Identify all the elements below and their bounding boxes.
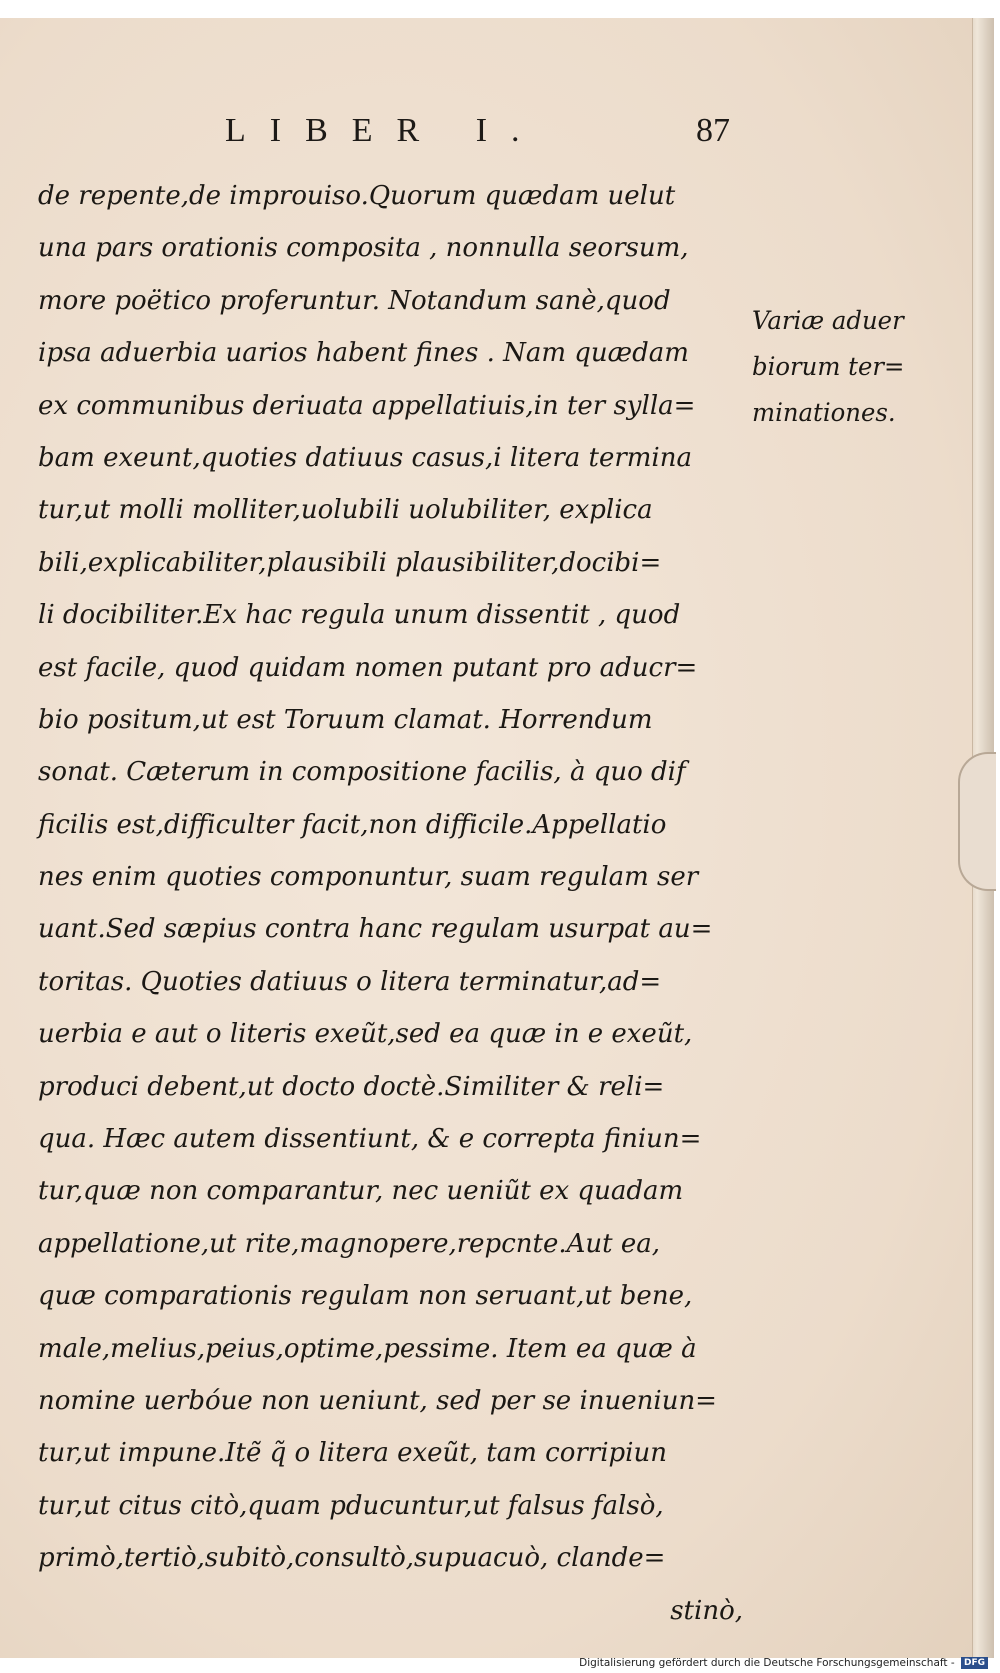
body-line: produci debent,ut docto doctè.Similiter & reli= xyxy=(38,1071,665,1102)
body-line: uant.Sed sæpius contra hanc regulam usurpat au= xyxy=(38,914,713,945)
body-line: qua. Hæc autem dissentiunt, & e correpta finiun= xyxy=(38,1124,702,1155)
running-head xyxy=(225,112,730,162)
margin-note-line: minationes. xyxy=(752,398,896,427)
body-line: ex communibus deriuata appellatiuis,in ter sylla= xyxy=(38,390,696,421)
body-line: uerbia e aut o literis exeũt,sed ea quæ in e exeũt, xyxy=(38,1019,693,1050)
running-head-title: LIBER I. xyxy=(225,112,544,149)
page-clasp xyxy=(958,752,996,891)
body-text xyxy=(38,170,743,1637)
footer-credit-text: Digitalisierung gefördert durch die Deutsche Forschungsgemeinschaft - xyxy=(579,1657,955,1669)
body-line: male,melius,peius,optime,pessime. Item ea quæ à xyxy=(38,1333,697,1364)
body-line: nomine uerbóue non ueniunt, sed per se inueniun= xyxy=(38,1385,717,1416)
body-line: bio positum,ut est Toruum clamat. Horrendum xyxy=(38,704,653,735)
body-line: tur,ut citus citò,quam pducuntur,ut falsus falsò, xyxy=(38,1490,664,1521)
body-line: primò,tertiò,subitò,consultò,supuacuò, clande= xyxy=(38,1543,666,1574)
body-line: stinò, xyxy=(670,1595,743,1626)
body-line: sonat. Cæterum in compositione facilis, à quo dif xyxy=(38,757,686,788)
body-line: ipsa aduerbia uarios habent fines . Nam quædam xyxy=(38,338,689,369)
body-line: toritas. Quoties datiuus o litera terminatur,ad= xyxy=(38,966,662,997)
body-line: more poëtico proferuntur. Notandum sanè,quod xyxy=(38,285,671,316)
body-line: bili,explicabiliter,plausibili plausibiliter,docibi= xyxy=(38,547,662,578)
body-line: una pars orationis composita , nonnulla seorsum, xyxy=(38,233,689,264)
page-number: 87 xyxy=(696,112,730,149)
margin-note xyxy=(752,298,942,436)
margin-note-line: Variæ aduer xyxy=(752,306,904,335)
body-line: nes enim quoties componuntur, suam regulam ser xyxy=(38,862,699,893)
body-line: bam exeunt,quoties datiuus casus,i litera termina xyxy=(38,442,692,473)
dfg-logo: DFG xyxy=(961,1657,988,1669)
body-line: tur,quæ non comparantur, nec ueniũt ex quadam xyxy=(38,1176,684,1207)
footer-credit xyxy=(579,1657,988,1669)
body-line: li docibiliter.Ex hac regula unum dissentit , quod xyxy=(38,600,681,631)
body-line: ficilis est,difficulter facit,non difficile.Appellatio xyxy=(38,809,667,840)
body-line: de repente,de improuiso.Quorum quædam uelut xyxy=(38,181,676,211)
body-line: appellatione,ut rite,magnopere,repcnte.Aut ea, xyxy=(38,1228,660,1259)
body-line: tur,ut molli molliter,uolubili uolubiliter, explica xyxy=(38,495,653,526)
body-line: est facile, quod quidam nomen putant pro aducr= xyxy=(38,652,698,683)
body-line: tur,ut impune.Itẽ q̃ o litera exeũt, tam corripiun xyxy=(38,1438,667,1469)
margin-note-line: biorum ter= xyxy=(752,352,905,381)
body-line: quæ comparationis regulam non seruant,ut bene, xyxy=(38,1281,693,1312)
